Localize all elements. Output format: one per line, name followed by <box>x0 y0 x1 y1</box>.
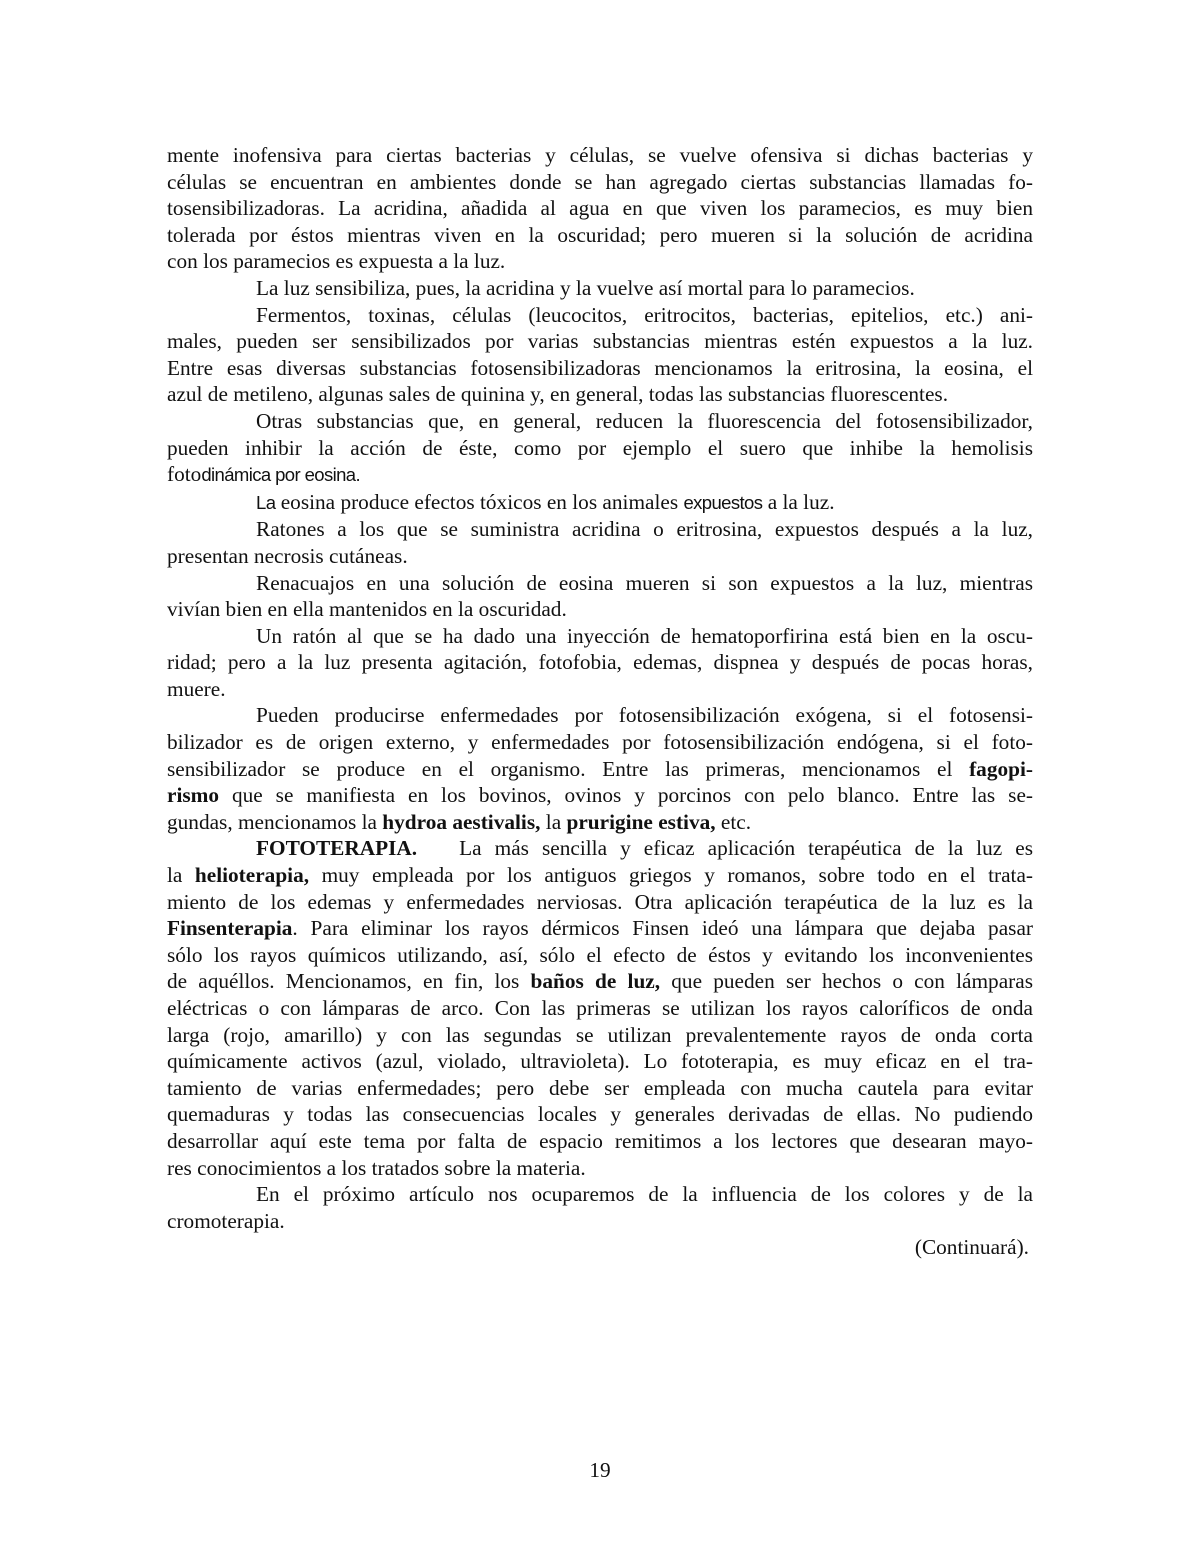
text-line <box>167 782 1033 809</box>
text-segment: la <box>540 809 567 834</box>
text-line: químicamente activos (azul, violado, ultravioleta). Lo fototerapia, es muy eficaz en el tra- <box>167 1049 1033 1074</box>
text-segment: de aquéllos. Mencionamos, en fin, los <box>167 969 531 994</box>
text-segment: que se manifiesta en los bovinos, ovinos y porcinos con pelo blanco. Entre las se- <box>219 783 1033 808</box>
text-line: Renacuajos en una solución de eosina mueren si son expuestos a la luz, mientras <box>256 570 1033 595</box>
text-segment: sensibilizador se produce en el organismo. Entre las primeras, mencionamos el <box>167 756 970 781</box>
text-line: Un ratón al que se ha dado una inyección de hematoporfirina está bien en la oscu- <box>256 623 1033 648</box>
text-line: Pueden producirse enfermedades por fotosensibilización exógena, si el fotosensi- <box>256 703 1033 728</box>
text-line <box>167 809 1033 836</box>
text-segment: etc. <box>715 809 752 834</box>
text-line: tosensibilizadoras. La acridina, añadida al agua en que viven los paramecios, es muy bien <box>167 196 1033 221</box>
text-line: bilizador es de origen externo, y enfermedades por fotosensibilización endógena, si el foto- <box>167 730 1033 755</box>
text-line: eléctricas o con lámparas de arco. Con las primeras se utilizan los rayos caloríficos de onda <box>167 996 1033 1020</box>
text-line: larga (rojo, amarillo) y con las segundas se utilizan prevalentemente rayos de onda corta <box>167 1022 1033 1047</box>
bold-term: baños de luz, <box>530 969 661 994</box>
text-line <box>167 835 1033 862</box>
text-line <box>167 489 1033 517</box>
text-line: tamiento de varias enfermedades; pero debe ser empleada con mucha cautela para evitar <box>167 1075 1033 1100</box>
text-line: pueden inhibir la acción de éste, como por ejemplo el suero que inhibe la hemolisis <box>167 435 1033 460</box>
text-line: La luz sensibiliza, pues, la acridina y la vuelve así mortal para lo paramecios. <box>256 275 915 300</box>
text-line: tolerada por éstos mientras viven en la oscuridad; pero mueren si la solución de acridina <box>167 222 1033 247</box>
text-line <box>167 862 1033 889</box>
page-number: 19 <box>589 1458 611 1482</box>
text-segment: que pueden ser hechos o con lámparas <box>660 969 1033 994</box>
text-line: Otras substancias que, en general, reducen la fluorescencia del fotosensibilizador, <box>256 408 1033 433</box>
text-line: res conocimientos a los tratados sobre la materia. <box>167 1155 586 1180</box>
text-line: sólo los rayos químicos utilizando, así, sólo el efecto de éstos y evitando los inconvenientes <box>167 942 1033 967</box>
text-segment: la <box>167 863 195 888</box>
text-line: quemaduras y todas las consecuencias locales y generales derivadas de ellas. No pudiendo <box>167 1102 1033 1127</box>
text-line: células se encuentran en ambientes donde se han agregado ciertas substancias llamadas fo- <box>167 169 1033 194</box>
bold-term: Finsenterapia <box>167 916 293 941</box>
text-line: con los paramecios es expuesta a la luz. <box>167 249 506 274</box>
text-line: males, pueden ser sensibilizados por varias substancias mientras estén expuestos a la luz. <box>167 329 1033 354</box>
text-line <box>167 915 1033 942</box>
text-line: mente inofensiva para ciertas bacterias y células, se vuelve ofensiva si dichas bacterias y <box>167 143 1033 167</box>
bold-term: rismo <box>167 783 220 808</box>
text-line: desarrollar aquí este tema por falta de espacio remitimos a los lectores que desearan mayo- <box>167 1128 1033 1153</box>
text-segment: eosina produce efectos tóxicos en los animales <box>275 489 684 514</box>
section-heading: FOTOTERAPIA. <box>256 836 418 861</box>
bold-term: helioterapia, <box>194 863 310 888</box>
text-segment: a la luz. <box>762 489 835 514</box>
text-line: miento de los edemas y enfermedades nerviosas. Otra aplicación terapéutica de la luz es la <box>167 889 1033 914</box>
text-line <box>167 756 1033 783</box>
bold-term: prurigine estiva, <box>566 809 716 834</box>
text-line: Entre esas diversas substancias fotosensibilizadoras mencionamos la eritrosina, la eosina, el <box>167 355 1033 380</box>
text-line: ridad; pero a la luz presenta agitación, fotofobia, edemas, dispnea y después de pocas horas, <box>167 650 1033 675</box>
text-segment: foto <box>167 462 202 487</box>
text-segment: . Para eliminar los rayos dérmicos Finsen ideó una lámpara que dejaba pasar <box>292 916 1033 941</box>
text-line <box>167 968 1033 995</box>
continuation-note: (Continuará). <box>914 1235 1029 1260</box>
text-line: muere. <box>167 676 226 701</box>
text-line: vivían bien en ella mantenidos en la oscuridad. <box>167 597 567 622</box>
text-line: Fermentos, toxinas, células (leucocitos, eritrocitos, bacterias, epitelios, etc.) ani- <box>256 302 1033 327</box>
text-line <box>167 461 1033 489</box>
text-segment: gundas, mencionamos la <box>167 809 383 834</box>
text-line: presentan necrosis cutáneas. <box>167 543 408 568</box>
text-segment: La más sencilla y eficaz aplicación terapéutica de la luz es <box>459 836 1033 861</box>
text-segment: muy empleada por los antiguos griegos y romanos, sobre todo en el trata- <box>309 863 1033 888</box>
bold-term: hydroa aestivalis, <box>382 809 541 834</box>
text-line: azul de metileno, algunas sales de quinina y, en general, todas las substancias fluorescentes. <box>167 382 949 407</box>
text-segment: expuestos <box>683 491 763 513</box>
bold-term: fagopi- <box>969 756 1033 781</box>
text-line: En el próximo artículo nos ocuparemos de la influencia de los colores y de la <box>256 1182 1033 1207</box>
text-segment: La <box>256 491 276 513</box>
text-line: cromoterapia. <box>167 1208 285 1233</box>
page-body <box>167 142 1033 1261</box>
text-segment: dinámica por eosina. <box>201 464 361 486</box>
text-line: Ratones a los que se suministra acridina o eritrosina, expuestos después a la luz, <box>256 517 1033 542</box>
